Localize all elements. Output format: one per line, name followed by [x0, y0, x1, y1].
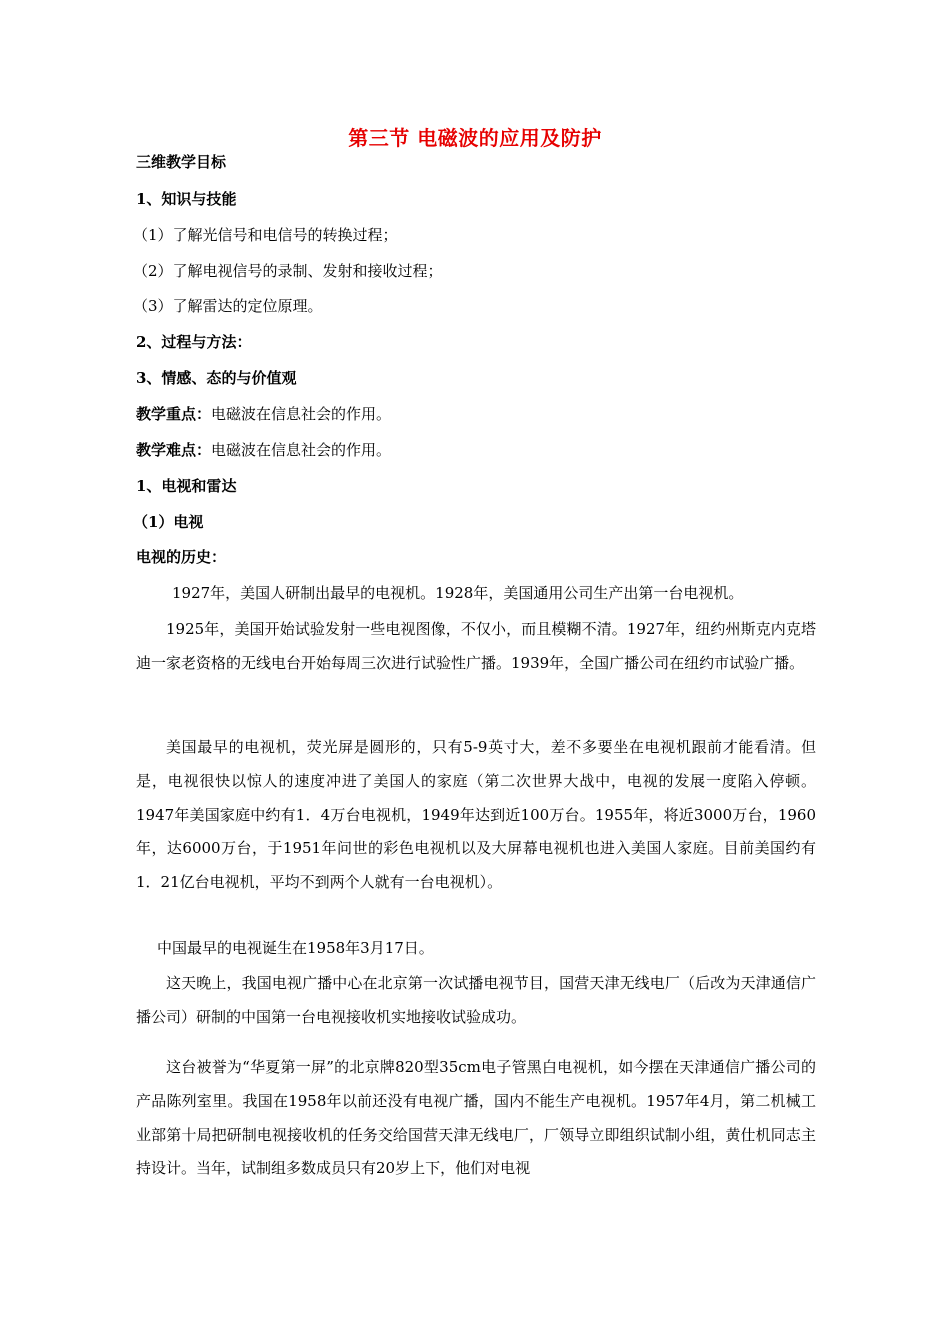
key-point-text: 电磁波在信息社会的作用。 — [211, 405, 392, 423]
subtopic-heading: （1）电视 — [133, 513, 204, 531]
section-heading-process: 2、过程与方法： — [136, 333, 252, 351]
key-point-label: 教学重点： — [136, 405, 212, 423]
section-heading-knowledge: 1、知识与技能 — [136, 190, 237, 208]
history-heading: 电视的历史： — [136, 548, 227, 566]
paragraph: 1927年，美国人研制出最早的电视机。1928年，美国通用公司生产出第一台电视机。 — [172, 584, 744, 602]
paragraph: 这天晚上，我国电视广播中心在北京第一次试播电视节目，国营天津无线电厂（后改为天津通信广播公司）研制的中国第一台电视接收机实地接收试验成功。 — [136, 974, 816, 1026]
objective-item: （1）了解光信号和电信号的转换过程； — [133, 226, 398, 244]
paragraph: 这台被誉为“华夏第一屏”的北京牌820型35cm电子管黑白电视机，如今摆在天津通信广播公司的产品陈列室里。我国在1958年以前还没有电视广播，国内不能生产电视机。1957年4月，第二机械工业部第十局把研制电视接收机的任务交给国营天津无线电厂，厂领导立即组织试制小组，黄仕机同志主持设计。当年，试制组多数成员只有20岁上下，他们对电视 — [136, 1058, 816, 1178]
paragraph: 1925年，美国开始试验发射一些电视图像，不仅小，而且模糊不清。1927年，纽约州斯克内克塔迪一家老资格的无线电台开始每周三次进行试验性广播。1939年，全国广播公司在纽约市试验广播。 — [136, 620, 816, 672]
difficulty-point — [136, 440, 391, 460]
section-heading-attitude: 3、情感、态的与价值观 — [136, 369, 297, 387]
key-point — [136, 404, 391, 424]
objective-item: （3）了解雷达的定位原理。 — [133, 297, 323, 315]
paragraph: 美国最早的电视机，荧光屏是圆形的，只有5-9英寸大，差不多要坐在电视机跟前才能看清。但是，电视很快以惊人的速度冲进了美国人的家庭（第二次世界大战中，电视的发展一度陷入停顿。1947年美国家庭中约有1．4万台电视机，1949年达到近100万台。1955年，将近3000万台，1960年，达6000万台，于1951年问世的彩色电视机以及大屏幕电视机也进入美国人家庭。目前美国约有1．21亿台电视机，平均不到两个人就有一台电视机）。 — [136, 738, 816, 892]
difficulty-label: 教学难点： — [136, 441, 212, 459]
page-title: 第三节 电磁波的应用及防护 — [348, 126, 602, 150]
topic-heading: 1、电视和雷达 — [136, 477, 237, 495]
objective-item: （2）了解电视信号的录制、发射和接收过程； — [133, 262, 443, 280]
paragraph: 中国最早的电视诞生在1958年3月17日。 — [157, 939, 434, 957]
difficulty-text: 电磁波在信息社会的作用。 — [211, 441, 392, 459]
objectives-heading: 三维教学目标 — [136, 153, 227, 171]
